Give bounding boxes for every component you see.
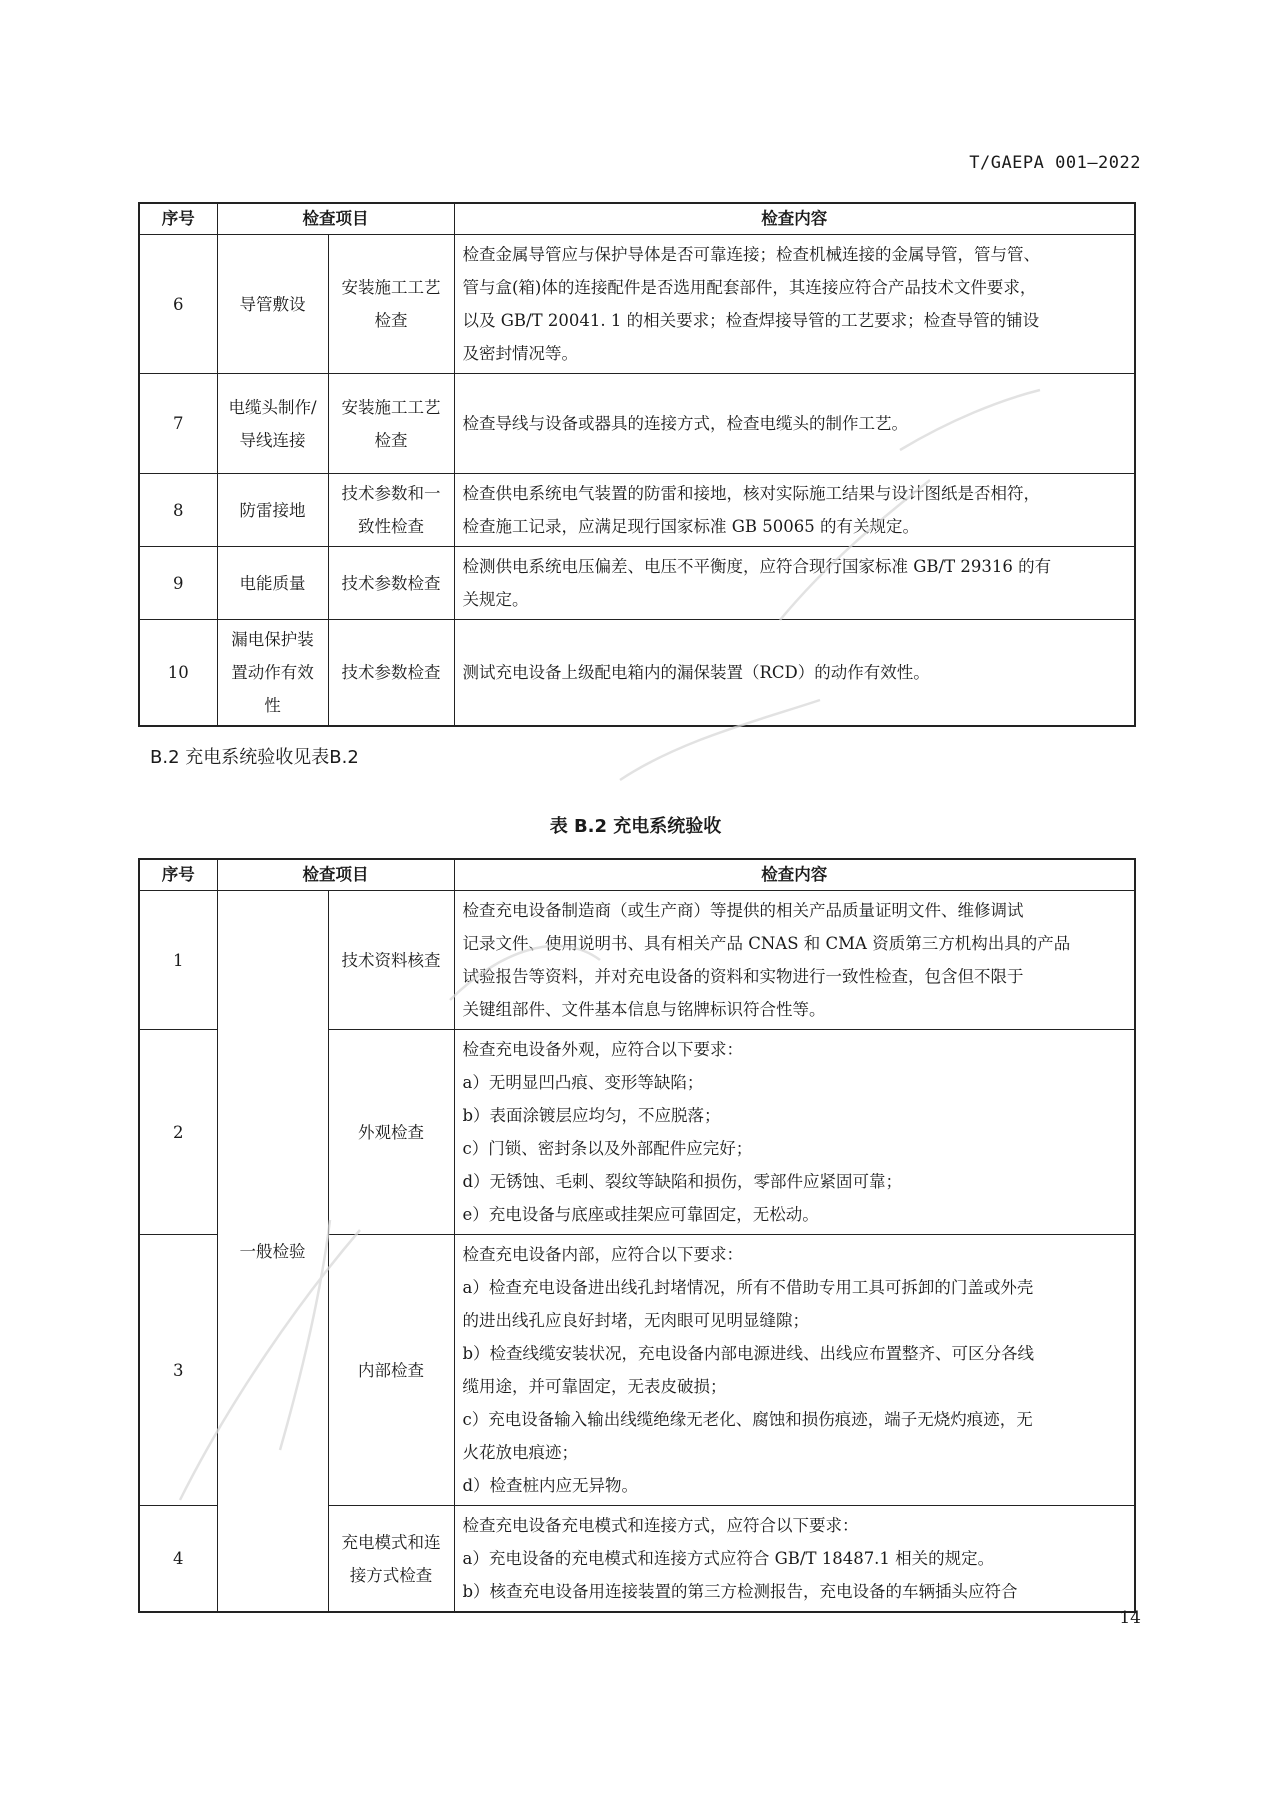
row-no: 1: [139, 891, 217, 1030]
row-sub: 安装施工工艺检查: [328, 374, 454, 474]
table-header-row: [139, 859, 1135, 891]
table-caption: 表 B.2 充电系统验收: [549, 816, 722, 837]
row-sub: 外观检查: [328, 1030, 454, 1235]
row-no: 4: [139, 1506, 217, 1613]
document-code: T/GAEPA 001—2022: [969, 153, 1141, 173]
table-row: [139, 474, 1135, 547]
inspection-table-b1: [138, 202, 1136, 727]
row-no: 7: [139, 374, 217, 474]
inspection-table-b2: [138, 858, 1136, 1613]
section-heading: B.2 充电系统验收见表B.2: [150, 747, 359, 768]
row-content: 测试充电设备上级配电箱内的漏保装置（RCD）的动作有效性。: [454, 620, 1135, 727]
row-sub: 技术资料核查: [328, 891, 454, 1030]
row-no: 8: [139, 474, 217, 547]
header-item: 检查项目: [217, 859, 454, 891]
row-content: 检查充电设备制造商（或生产商）等提供的相关产品质量证明文件、维修调试 记录文件、使用说明书、具有相关产品 CNAS 和 CMA 资质第三方机构出具的产品 试验报告等资料，并对充电设备的资料和实物进行一致性检查，包含但不限于 关键组部件、文件基本信息与铭牌标识符合性等。: [454, 891, 1135, 1030]
header-content: 检查内容: [454, 203, 1135, 235]
row-content: 检查充电设备外观，应符合以下要求： a）无明显凹凸痕、变形等缺陷； b）表面涂镀层应均匀，不应脱落； c）门锁、密封条以及外部配件应完好； d）无锈蚀、毛刺、裂纹等缺陷和损伤，零部件应紧固可靠； e）充电设备与底座或挂架应可靠固定，无松动。: [454, 1030, 1135, 1235]
header-item: 检查项目: [217, 203, 454, 235]
row-sub: 技术参数和一致性检查: [328, 474, 454, 547]
table-row: [139, 235, 1135, 374]
row-no: 6: [139, 235, 217, 374]
page-number: 14: [1119, 1608, 1141, 1628]
row-content: 检查充电设备内部，应符合以下要求： a）检查充电设备进出线孔封堵情况，所有不借助专用工具可拆卸的门盖或外壳 的进出线孔应良好封堵，无肉眼可见明显缝隙； b）检查线缆安装状况，充电设备内部电源进线、出线应布置整齐、可区分各线 缆用途，并可靠固定，无表皮破损； c）充电设备输入输出线缆绝缘无老化、腐蚀和损伤痕迹，端子无烧灼痕迹，无 火花放电痕迹； d）检查桩内应无异物。: [454, 1235, 1135, 1506]
row-item: 电缆头制作/导线连接: [217, 374, 328, 474]
row-no: 3: [139, 1235, 217, 1506]
row-no: 2: [139, 1030, 217, 1235]
table-row: [139, 547, 1135, 620]
row-item: 漏电保护装置动作有效性: [217, 620, 328, 727]
row-item: 防雷接地: [217, 474, 328, 547]
row-sub: 内部检查: [328, 1235, 454, 1506]
row-sub: 充电模式和连接方式检查: [328, 1506, 454, 1613]
group-general-inspection: 一般检验: [217, 891, 328, 1613]
row-content: 检查导线与设备或器具的连接方式，检查电缆头的制作工艺。: [454, 374, 1135, 474]
row-sub: 技术参数检查: [328, 620, 454, 727]
row-content: 检测供电系统电压偏差、电压不平衡度，应符合现行国家标准 GB/T 29316 的有 关规定。: [454, 547, 1135, 620]
row-no: 10: [139, 620, 217, 727]
table-header-row: [139, 203, 1135, 235]
row-content: 检查供电系统电气装置的防雷和接地，核对实际施工结果与设计图纸是否相符， 检查施工记录，应满足现行国家标准 GB 50065 的有关规定。: [454, 474, 1135, 547]
row-item: 导管敷设: [217, 235, 328, 374]
row-sub: 安装施工工艺检查: [328, 235, 454, 374]
table-row: [139, 891, 1135, 1030]
row-sub: 技术参数检查: [328, 547, 454, 620]
row-item: 电能质量: [217, 547, 328, 620]
header-seq: 序号: [139, 203, 217, 235]
table-row: [139, 374, 1135, 474]
row-no: 9: [139, 547, 217, 620]
row-content: 检查金属导管应与保护导体是否可靠连接；检查机械连接的金属导管，管与管、 管与盒(箱)体的连接配件是否选用配套部件，其连接应符合产品技术文件要求， 以及 GB/T 20041. 1 的相关要求；检查焊接导管的工艺要求；检查导管的铺设 及密封情况等。: [454, 235, 1135, 374]
row-content: 检查充电设备充电模式和连接方式，应符合以下要求： a）充电设备的充电模式和连接方式应符合 GB/T 18487.1 相关的规定。 b）核查充电设备用连接装置的第三方检测报告，充电设备的车辆插头应符合: [454, 1506, 1135, 1613]
header-seq: 序号: [139, 859, 217, 891]
header-content: 检查内容: [454, 859, 1135, 891]
table-row: [139, 620, 1135, 727]
